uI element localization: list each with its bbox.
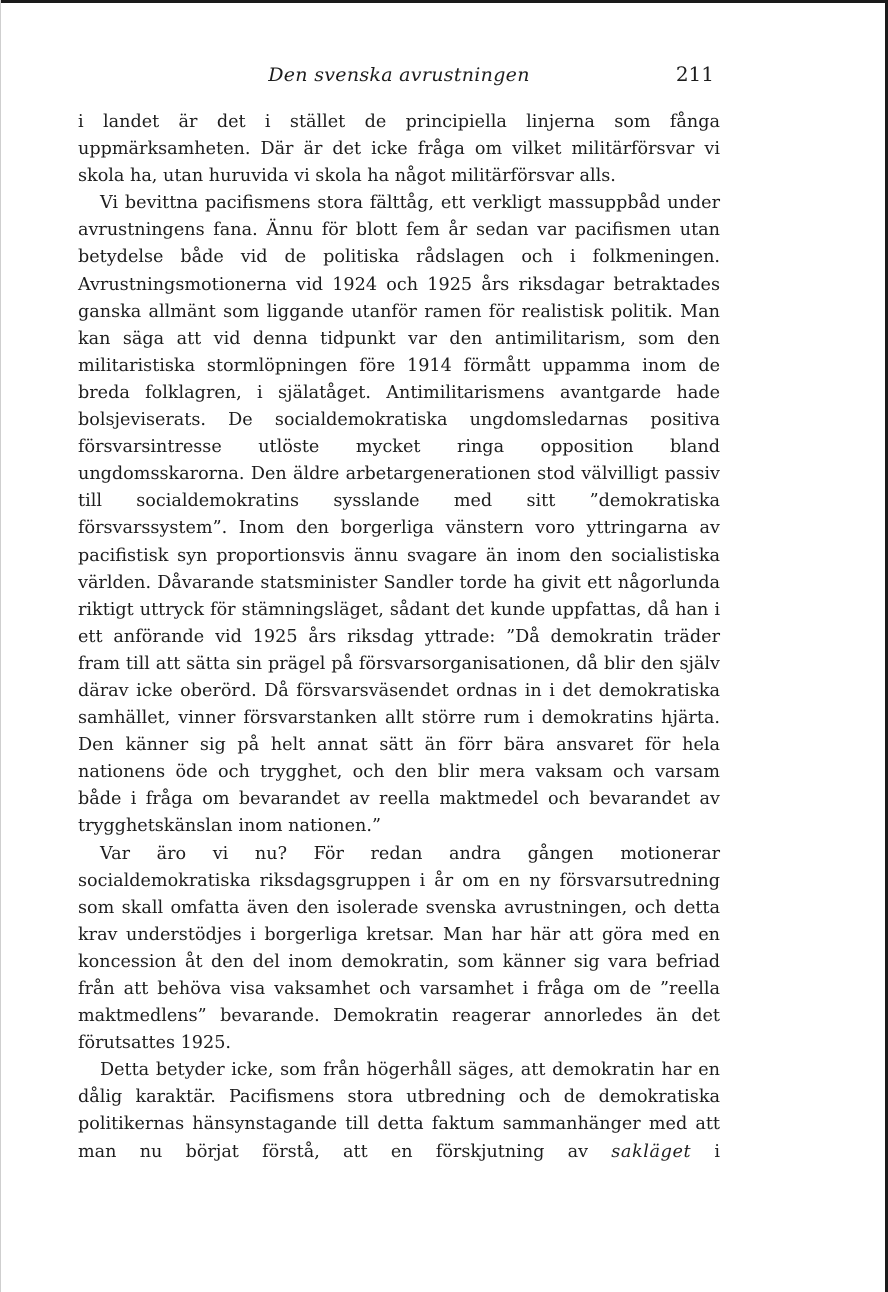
- running-title: Den svenska avrustningen: [268, 64, 530, 86]
- scan-border-left: [0, 0, 1, 1292]
- paragraph-4-tail: i: [714, 1141, 720, 1162]
- paragraph-4: [78, 1057, 720, 1165]
- running-head: [78, 62, 720, 92]
- scan-border-top: [0, 0, 888, 3]
- body-text: [78, 109, 720, 1166]
- paragraph-2: Vi bevittna pacifismens stora fälttåg, ett verkligt massuppbåd under avrustningens fana. Ännu för blott fem år sedan var pacifismen utan betydelse både vid de politiska rådslagen och i folkmeningen. Avrustningsmotionerna vid 1924 och 1925 års riksdagar betraktades ganska allmänt som liggande utanför ramen för realistisk politik. Man kan säga att vid denna tidpunkt var den antimilitarism, som den militaristiska stormlöpningen före 1914 förmått uppamma inom de breda folklagren, i själatåget. Antimilitarismens avantgarde hade bolsjeviserats. De socialdemokratiska ungdomsledarnas positiva försvarsintresse utlöste mycket ringa opposition bland ungdomsskarorna. Den äldre arbetargenerationen stod välvilligt passiv till socialdemokratins sysslande med sitt ”demokratiska försvarssystem”. Inom den borgerliga vänstern voro yttringarna av pacifistisk syn proportionsvis ännu svagare än inom den socialistiska världen. Dåvarande statsminister Sandler torde ha givit ett någorlunda riktigt uttryck för stämningsläget, sådant det kunde uppfattas, då han i ett anförande vid 1925 års riksdag yttrade: ”Då demokratin träder fram till att sätta sin prägel på försvarsorganisationen, då blir den själv därav icke oberörd. Då försvarsväsendet ordnas in i det demokratiska samhället, vinner försvarstanken allt större rum i demokratins hjärta. Den känner sig på helt annat sätt än förr bära ansvaret för hela nationens öde och trygghet, och den blir mera vaksam och varsam både i fråga om bevarandet av reella maktmedel och bevarandet av trygghetskänslan inom nationen.”: [78, 193, 720, 837]
- paragraph-4-text: Detta betyder icke, som från högerhåll säges, att demokratin har en dålig karaktär. Pacifismens stora utbredning och de demokratiska politikernas hänsynstagande till detta faktum sammanhänger med att man nu börjat förstå, att en förskjutning av: [78, 1060, 720, 1162]
- emphasis-sakläget: sakläget: [611, 1141, 692, 1162]
- page-number: 211: [675, 62, 714, 86]
- paragraph-1: i landet är det i stället de principiella linjerna som fånga uppmärksamheten. Där är det icke fråga om vilket militärförsvar vi skola ha, utan huruvida vi skola ha något militärförsvar alls.: [78, 112, 720, 187]
- paragraph-3: Var äro vi nu? För redan andra gången motionerar socialdemokratiska riksdagsgruppen i år om en ny försvarsutredning som skall omfatta även den isolerade svenska avrustningen, och detta krav understödjes i borgerliga kretsar. Man har här att göra med en koncession åt den del inom demokratin, som känner sig vara befriad från att behöva visa vaksamhet och varsamhet i fråga om de ”reella maktmedlens” bevarande. Demokratin reagerar annorledes än det förutsattes 1925.: [78, 843, 720, 1054]
